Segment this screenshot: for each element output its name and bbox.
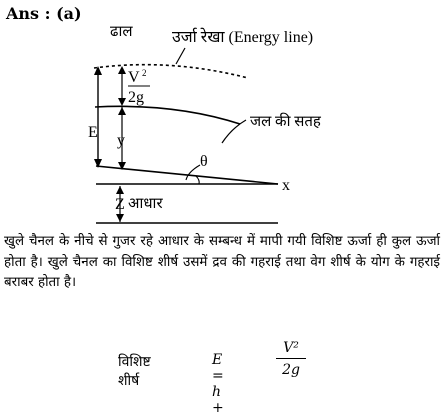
velocity-head-arrow-top [118,66,126,74]
e-label: E [88,124,98,141]
formula-numerator: V² [283,340,299,356]
energy-line-leader [176,48,185,64]
water-surface-leader [222,120,246,143]
formula-lhs: E = h + [212,352,224,416]
velocity-head-arrow-bottom [118,98,126,106]
v-superscript: 2 [142,68,147,78]
y-arrow-top [118,107,126,115]
z-arrow-bottom [116,214,124,222]
formula-fraction [274,338,308,379]
answer-label: Ans : (a) [6,4,82,23]
datum-label: आधार [128,196,163,212]
formula-label: विशिष्ट शीर्ष [118,354,151,389]
theta-label: θ [200,153,208,170]
v-label: V [128,69,140,86]
water-surface-label: जल की सतह [250,114,321,130]
slope-label: ढाल [110,24,133,40]
z-label: Z [115,196,125,213]
z-arrow-top [116,186,124,194]
two-g-label: 2g [128,89,144,106]
energy-line [94,65,248,78]
theta-arc [196,176,199,184]
energy-line-label: उर्जा रेखा (Energy line) [172,29,314,46]
channel-bed [96,166,278,184]
water-surface-curve [95,106,240,124]
x-label: x [282,177,290,194]
explanation-paragraph: खुले चैनल के नीचे से गुजर रहे आधार के सम्बन्ध में मापी गयी विशिष्ट ऊर्जा ही कुल ऊर्जा होता है। खुले चैनल का विशिष्ट शीर्ष उसमें द्रव की गहराई तथा वेग शीर्ष के योग के गहराई बराबर होता है। [4,234,440,290]
y-label: y [117,132,125,149]
formula-denominator: 2g [282,362,300,378]
